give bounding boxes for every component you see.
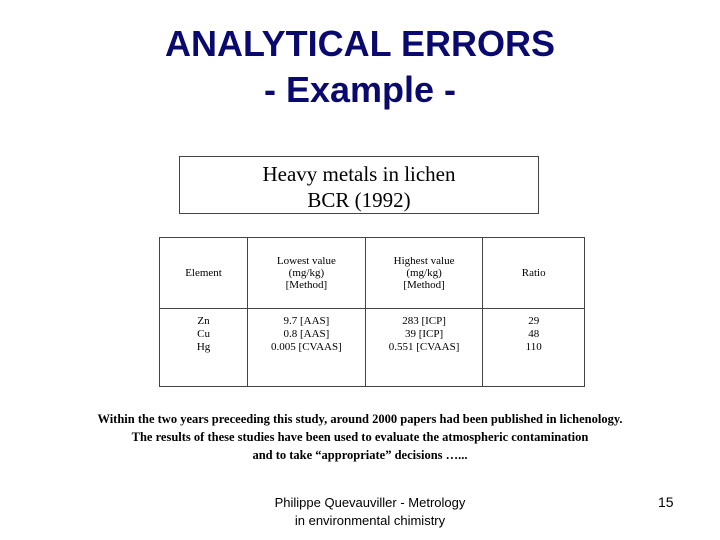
cell-ratio-zn: 29 (528, 315, 540, 327)
cell-lowest-cu: 0.8 [AAS] (283, 328, 330, 340)
subtitle-box (179, 156, 539, 214)
cell-highest-hg: 0.551 [CVAAS] (388, 341, 460, 353)
cell-ratio-hg: 110 (525, 341, 542, 353)
note-line2: The results of these studies have been used to evaluate the atmospheric contamination (131, 430, 589, 444)
note-line3: and to take “appropriate” decisions …... (252, 448, 468, 462)
cell-lowest-hg: 0.005 [CVAAS] (271, 341, 342, 353)
header-element-label: Element (185, 267, 222, 279)
slide-title-line1: ANALYTICAL ERRORS (164, 23, 556, 64)
header-lowest-value (248, 238, 366, 309)
cell-lowest-zn: 9.7 [AAS] (283, 315, 330, 327)
cell-element-zn: Zn (197, 315, 210, 327)
cell-highest-zn: 283 [ICP] (402, 315, 446, 327)
header-highest-line3: [Method] (403, 279, 445, 291)
table-row (160, 309, 585, 387)
header-element (160, 238, 248, 309)
cell-highest-cu: 39 [ICP] (404, 328, 444, 340)
header-lowest-line3: [Method] (285, 279, 328, 291)
highest-value-column (365, 309, 483, 387)
cell-element-hg: Hg (196, 341, 211, 353)
note-line1: Within the two years preceeding this study, around 2000 papers had been published in lichenology. (97, 412, 623, 426)
header-highest-line2: (mg/kg) (406, 267, 442, 279)
footer-line1: Philippe Quevauviller - Metrology (274, 495, 466, 510)
table-header-row (160, 238, 585, 309)
element-column (160, 309, 248, 387)
footer-author (215, 494, 525, 530)
header-ratio-label: Ratio (521, 267, 546, 279)
cell-element-cu: Cu (197, 328, 210, 340)
header-lowest-line2: (mg/kg) (288, 267, 325, 279)
lowest-value-column (248, 309, 366, 387)
heavy-metals-table (159, 237, 585, 387)
slide-title-line2: - Example - (263, 69, 457, 110)
header-lowest-line1: Lowest value (276, 255, 336, 267)
ratio-column (483, 309, 585, 387)
footer-line2: in environmental chimistry (294, 513, 446, 528)
note-paragraph (0, 410, 720, 464)
header-highest-line1: Highest value (393, 255, 455, 267)
subtitle-line1: Heavy metals in lichen (262, 162, 456, 186)
page-number: 15 (658, 494, 674, 510)
header-ratio (483, 238, 585, 309)
cell-ratio-cu: 48 (528, 328, 540, 340)
subtitle-line2: BCR (1992) (307, 188, 411, 212)
header-highest-value (365, 238, 483, 309)
